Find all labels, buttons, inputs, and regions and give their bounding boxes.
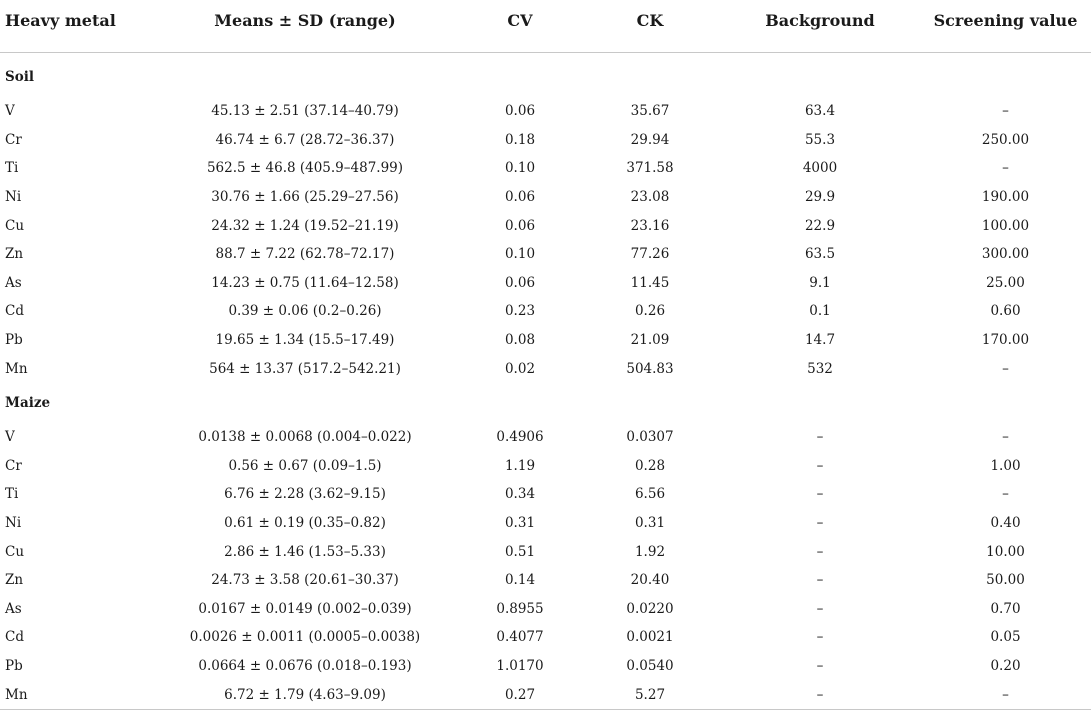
cell-screening-value: 300.00 <box>981 246 1030 263</box>
cell-ck: 0.0540 <box>626 657 674 674</box>
table-row <box>0 480 1091 509</box>
cell-screening-value: 25.00 <box>986 274 1025 291</box>
cell-cv: 0.06 <box>504 274 536 291</box>
table-row <box>0 269 1091 298</box>
cell-screening-value: 0.70 <box>990 600 1021 617</box>
table-row <box>0 297 1091 326</box>
cell-means-sd: 2.86 ± 1.46 (1.53–5.33) <box>224 543 386 560</box>
cell-background: 29.9 <box>804 189 836 206</box>
cell-screening-value: 0.60 <box>990 303 1021 320</box>
table-row <box>0 97 1091 126</box>
cell-metal: Pb <box>5 657 23 674</box>
cell-ck: 0.0220 <box>626 600 674 617</box>
cell-background: – <box>816 600 824 617</box>
cell-background: 0.1 <box>809 303 831 320</box>
cell-screening-value: – <box>1002 103 1009 120</box>
cell-means-sd: 0.61 ± 0.19 (0.35–0.82) <box>224 515 386 532</box>
cell-metal: Cu <box>5 217 25 234</box>
table-row <box>0 126 1091 155</box>
cell-metal: Zn <box>5 246 24 263</box>
cell-means-sd: 45.13 ± 2.51 (37.14–40.79) <box>211 103 399 120</box>
cell-screening-value: 0.40 <box>990 515 1021 532</box>
cell-metal: As <box>5 600 22 617</box>
cell-ck: 11.45 <box>630 274 670 291</box>
cell-metal: Cr <box>5 131 22 148</box>
cell-metal: Cu <box>5 543 25 560</box>
cell-metal: Mn <box>0 680 150 709</box>
cell-ck: 6.56 <box>634 486 666 503</box>
cell-cv: 0.06 <box>504 217 536 234</box>
cell-metal: Ni <box>5 189 22 206</box>
section-title: Maize <box>5 394 51 411</box>
table-row <box>0 566 1091 595</box>
cell-screening-value: 10.00 <box>986 543 1025 560</box>
cell-means-sd: 0.0138 ± 0.0068 (0.004–0.022) <box>198 429 412 446</box>
cell-screening-value: – <box>1002 486 1009 503</box>
cell-screening-value: 0.05 <box>990 629 1021 646</box>
cell-metal: As <box>5 274 22 291</box>
cell-means-sd: 19.65 ± 1.34 (15.5–17.49) <box>215 332 395 349</box>
table-row <box>0 595 1091 624</box>
cell-metal: Cr <box>5 457 22 474</box>
cell-metal: Cd <box>5 303 24 320</box>
cell-means-sd: 30.76 ± 1.66 (25.29–27.56) <box>211 189 399 206</box>
cell-screening-value: – <box>1002 360 1009 377</box>
cell-metal: Ti <box>5 486 19 503</box>
cell-screening-value: 250.00 <box>981 131 1030 148</box>
cell-ck: 20.40 <box>630 572 670 589</box>
cell-background: – <box>816 429 824 446</box>
cell-cv: 0.23 <box>504 303 536 320</box>
cell-means-sd: 6.72 ± 1.79 (4.63–9.09) <box>150 680 460 709</box>
cell-screening-value: – <box>1002 160 1009 177</box>
cell-metal: Zn <box>5 572 24 589</box>
cell-means-sd: 0.56 ± 0.67 (0.09–1.5) <box>228 457 382 474</box>
cell-ck: 77.26 <box>630 246 670 263</box>
cell-background: 4000 <box>802 160 838 177</box>
cell-screening-value: 100.00 <box>981 217 1030 234</box>
section-title: Soil <box>5 69 35 85</box>
cell-background: 55.3 <box>804 131 836 148</box>
cell-cv: 0.02 <box>504 360 536 377</box>
cell-ck: 0.0307 <box>626 429 674 446</box>
cell-background: – <box>816 486 824 503</box>
header-cv: CV <box>460 0 580 53</box>
cell-cv: 0.06 <box>504 103 536 120</box>
cell-means-sd: 24.32 ± 1.24 (19.52–21.19) <box>211 217 399 234</box>
header-ck: CK <box>580 0 720 53</box>
cell-ck: 5.27 <box>580 680 720 709</box>
cell-background: – <box>816 572 824 589</box>
cell-background: – <box>816 457 824 474</box>
cell-means-sd: 0.39 ± 0.06 (0.2–0.26) <box>228 303 382 320</box>
cell-metal: Cd <box>5 629 24 646</box>
cell-ck: 23.08 <box>630 189 670 206</box>
cell-ck: 0.28 <box>634 457 666 474</box>
cell-means-sd: 562.5 ± 46.8 (405.9–487.99) <box>206 160 404 177</box>
cell-metal: V <box>5 429 15 446</box>
cell-metal: Ti <box>5 160 19 177</box>
cell-ck: 1.92 <box>634 543 666 560</box>
table-header <box>0 0 1091 53</box>
cell-means-sd: 0.0664 ± 0.0676 (0.018–0.193) <box>198 657 412 674</box>
cell-background: 14.7 <box>804 332 836 349</box>
cell-cv: 0.4906 <box>496 429 544 446</box>
cell-background: – <box>720 680 920 709</box>
cell-cv: 0.18 <box>504 131 536 148</box>
cell-means-sd: 88.7 ± 7.22 (62.78–72.17) <box>215 246 395 263</box>
table-row <box>0 211 1091 240</box>
cell-ck: 23.16 <box>630 217 670 234</box>
cell-background: 63.4 <box>804 103 836 120</box>
cell-screening-value: 190.00 <box>981 189 1030 206</box>
table-row <box>0 537 1091 566</box>
cell-screening-value: 170.00 <box>981 332 1030 349</box>
cell-means-sd: 6.76 ± 2.28 (3.62–9.15) <box>224 486 386 503</box>
cell-screening-value: – <box>1002 429 1009 446</box>
table-row <box>0 326 1091 355</box>
cell-means-sd: 564 ± 13.37 (517.2–542.21) <box>209 360 401 377</box>
cell-cv: 0.08 <box>504 332 536 349</box>
section-row-maize <box>0 383 1091 423</box>
cell-cv: 0.31 <box>504 515 536 532</box>
cell-metal: Ni <box>5 515 22 532</box>
table-row <box>0 354 1091 383</box>
cell-cv: 0.8955 <box>496 600 544 617</box>
cell-means-sd: 0.0026 ± 0.0011 (0.0005–0.0038) <box>189 629 421 646</box>
cell-cv: 1.19 <box>504 457 536 474</box>
cell-ck: 0.31 <box>634 515 666 532</box>
cell-background: – <box>816 543 824 560</box>
cell-screening-value: 50.00 <box>986 572 1025 589</box>
cell-means-sd: 24.73 ± 3.58 (20.61–30.37) <box>211 572 399 589</box>
cell-cv: 0.34 <box>504 486 536 503</box>
cell-cv: 0.14 <box>504 572 536 589</box>
cell-means-sd: 14.23 ± 0.75 (11.64–12.58) <box>211 274 399 291</box>
cell-background: – <box>816 629 824 646</box>
cell-cv: 0.10 <box>504 246 536 263</box>
header-screening-value: Screening value <box>920 0 1091 53</box>
cell-screening-value: – <box>920 680 1091 709</box>
header-means-sd: Means ± SD (range) <box>150 0 460 53</box>
header-heavy-metal: Heavy metal <box>0 0 150 53</box>
cell-background: 22.9 <box>804 217 836 234</box>
cell-ck: 29.94 <box>630 131 670 148</box>
table-row <box>0 183 1091 212</box>
cell-metal: V <box>5 103 15 120</box>
cell-cv: 0.06 <box>504 189 536 206</box>
cell-screening-value: 0.20 <box>990 657 1021 674</box>
cell-cv: 0.27 <box>460 680 580 709</box>
header-background: Background <box>720 0 920 53</box>
table-row <box>0 509 1091 538</box>
table-row <box>0 652 1091 681</box>
cell-cv: 0.4077 <box>496 629 544 646</box>
cell-background: 532 <box>807 360 833 377</box>
table-row <box>0 623 1091 652</box>
cell-cv: 0.51 <box>504 543 536 560</box>
cell-means-sd: 46.74 ± 6.7 (28.72–36.37) <box>215 131 395 148</box>
table-row <box>0 154 1091 183</box>
cell-screening-value: 1.00 <box>990 457 1021 474</box>
cell-means-sd: 0.0167 ± 0.0149 (0.002–0.039) <box>198 600 412 617</box>
cell-ck: 21.09 <box>630 332 670 349</box>
cell-cv: 0.10 <box>504 160 536 177</box>
table-body <box>0 53 1091 710</box>
cell-metal: Mn <box>5 360 28 377</box>
table-row <box>0 423 1091 452</box>
table-row <box>0 452 1091 481</box>
header-row <box>0 0 1091 53</box>
cell-background: – <box>816 657 824 674</box>
cell-background: – <box>816 515 824 532</box>
table-row <box>0 240 1091 269</box>
cell-ck: 371.58 <box>626 160 674 177</box>
cell-ck: 0.0021 <box>626 629 674 646</box>
cell-cv: 1.0170 <box>496 657 544 674</box>
cell-ck: 0.26 <box>634 303 666 320</box>
section-row-soil <box>0 53 1091 98</box>
cell-metal: Pb <box>5 332 23 349</box>
cell-background: 63.5 <box>804 246 836 263</box>
cell-ck: 35.67 <box>630 103 670 120</box>
cell-background: 9.1 <box>809 274 831 291</box>
cell-ck: 504.83 <box>626 360 674 377</box>
